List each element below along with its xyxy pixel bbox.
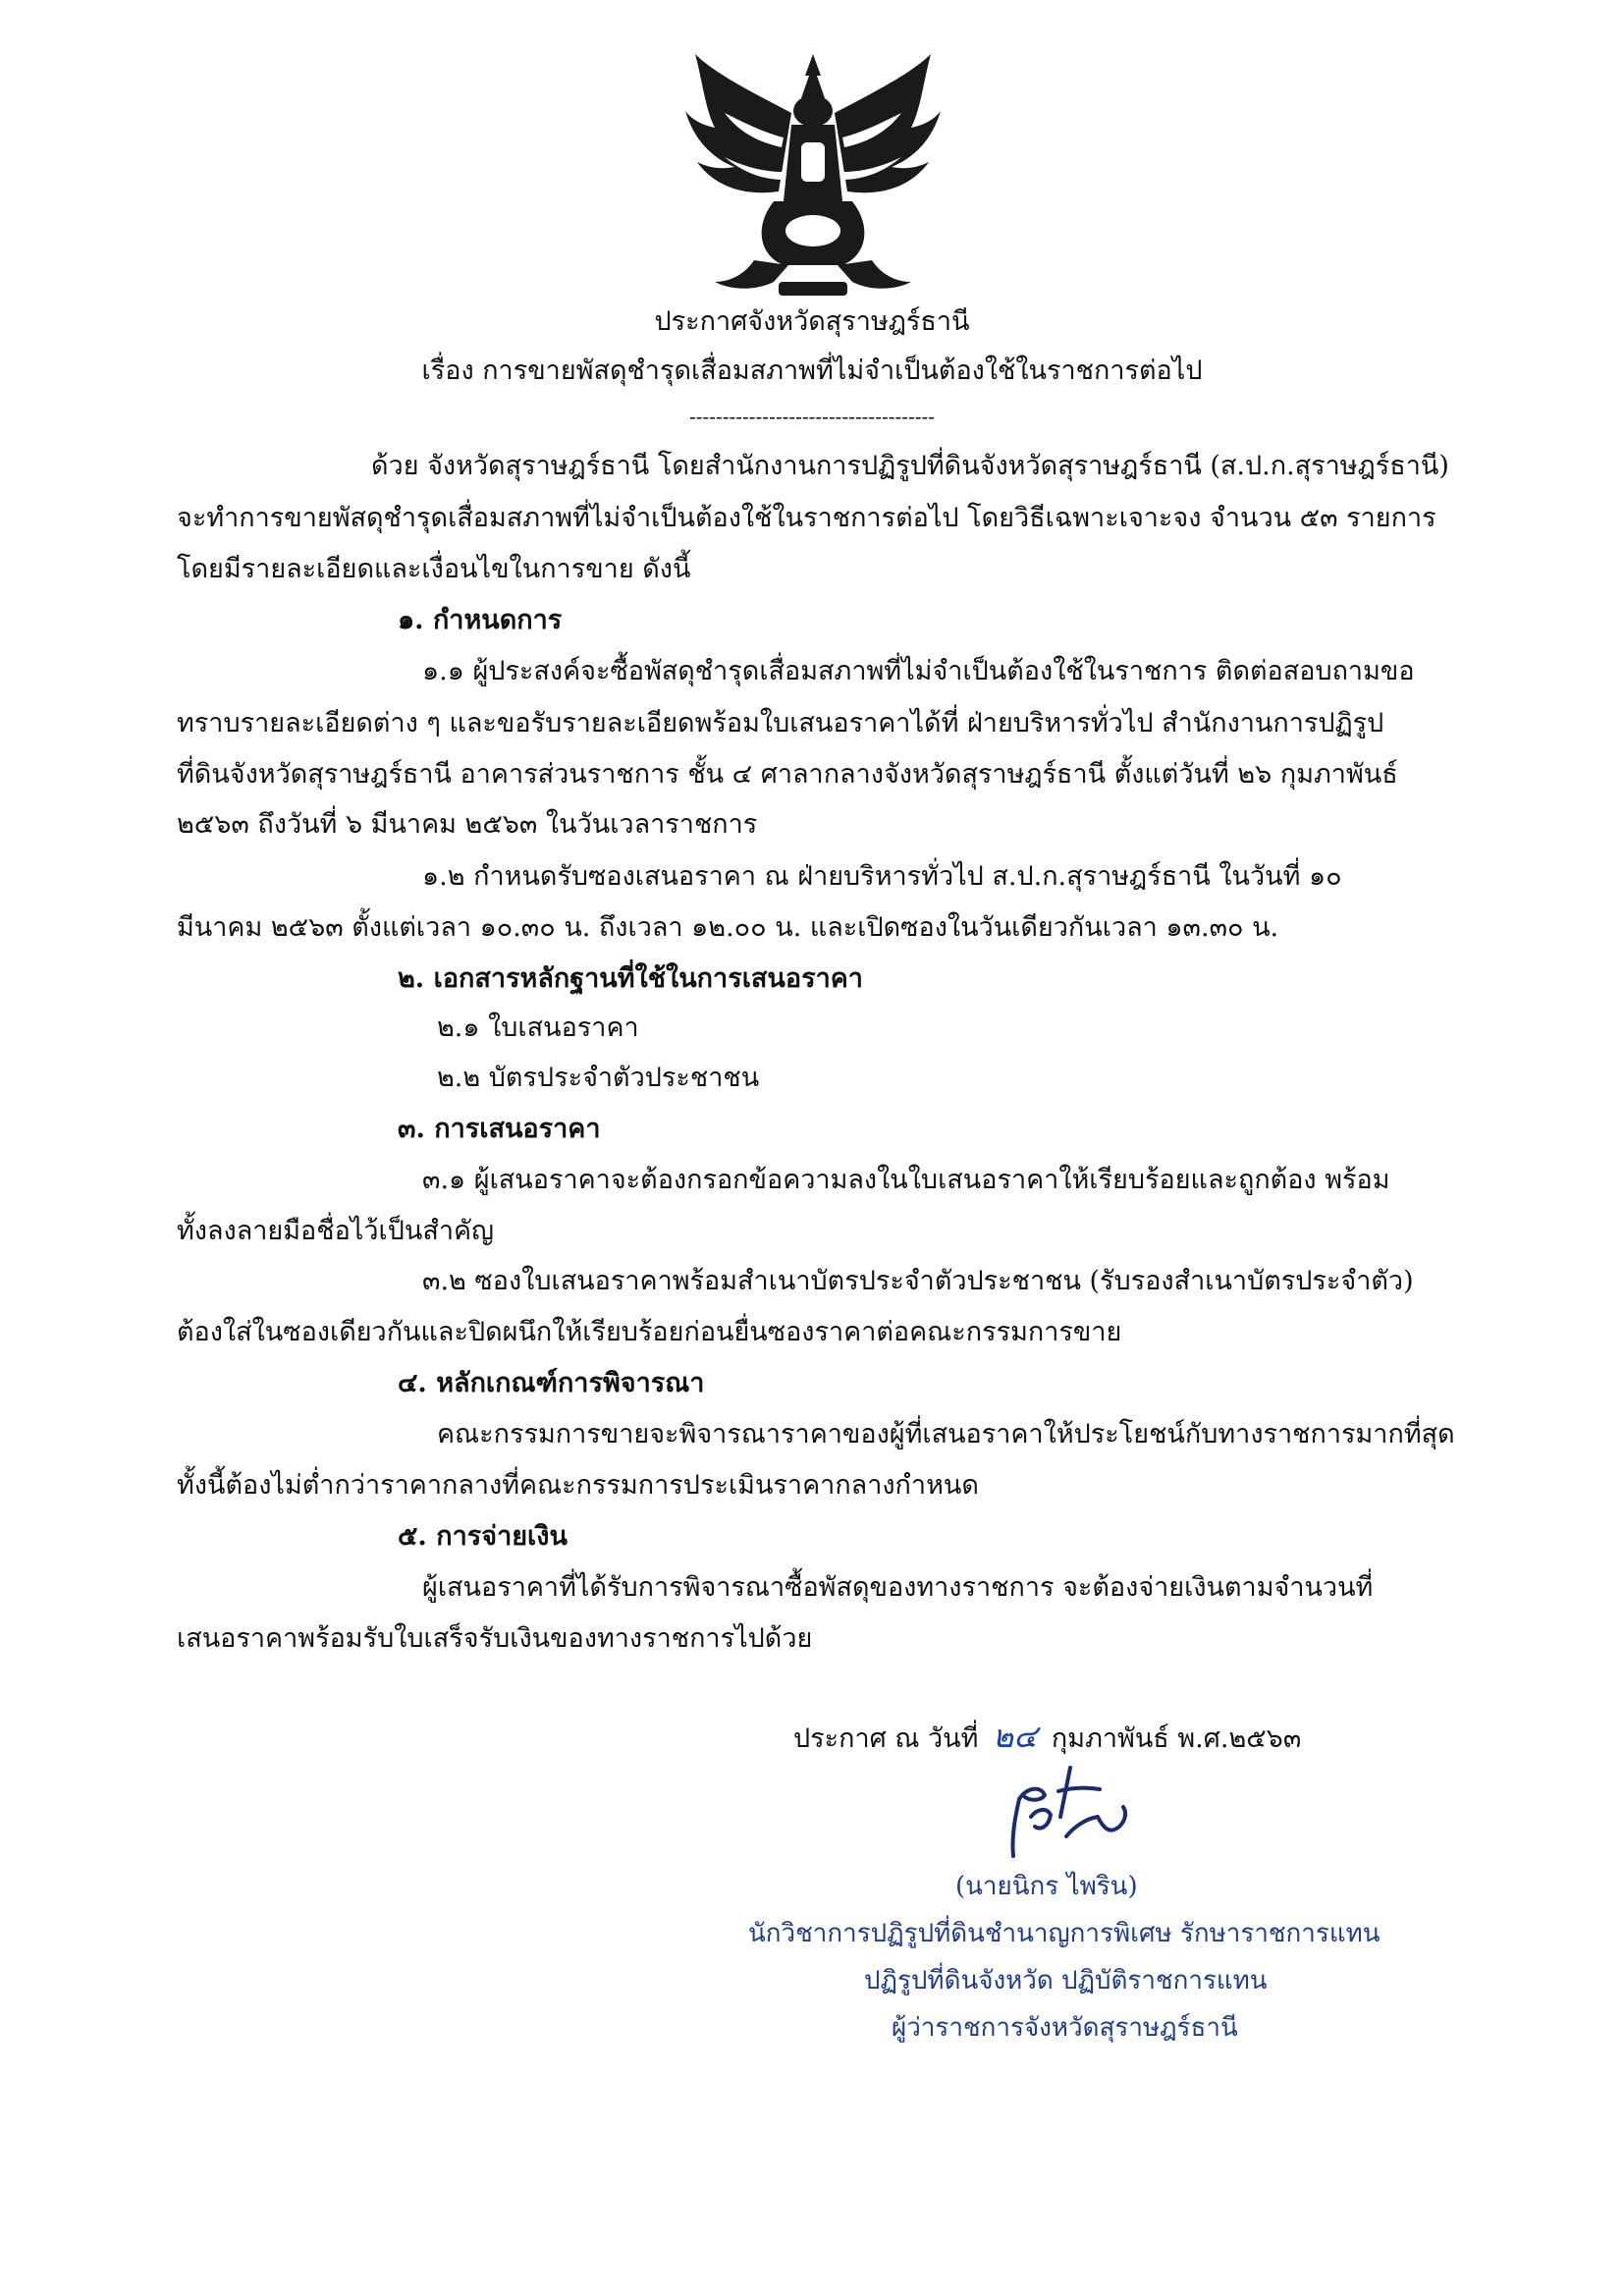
- document-title: ประกาศจังหวัดสุราษฎร์ธานี: [654, 306, 970, 337]
- signatory-title-1: นักวิชาการปฏิรูปที่ดินชำนาญการพิเศษ รักษาราชการแทน: [748, 1919, 1380, 1948]
- signatory-title-2: ปฏิรูปที่ดินจังหวัด ปฏิบัติราชการแทน: [864, 1966, 1268, 1995]
- signatory-name: (นายนิกร ไพริน): [955, 1872, 1138, 1901]
- section-1-1-line-1: ๑.๑ ผู้ประสงค์จะซื้อพัสดุชำรุดเสื่อมสภาพที่ไม่จำเป็นต้องใช้ในราชการ ติดต่อสอบถามขอ: [422, 656, 1415, 686]
- garuda-emblem-icon: [685, 54, 941, 300]
- intro-line-2: จะทำการขายพัสดุชำรุดเสื่อมสภาพที่ไม่จำเป็นต้องใช้ในราชการต่อไป โดยวิธีเฉพาะเจาะจง จำนวน ๕๓ รายการ: [177, 503, 1436, 533]
- section-3-1-line-2: ทั้งลงลายมือชื่อไว้เป็นสำคัญ: [177, 1216, 495, 1246]
- section-1-1-line-4: ๒๕๖๓ ถึงวันที่ ๖ มีนาคม ๒๕๖๓ ในวันเวลาราชการ: [177, 809, 758, 840]
- document-subject: เรื่อง การขายพัสดุชำรุดเสื่อมสภาพที่ไม่จำเป็นต้องใช้ในราชการต่อไป: [421, 355, 1203, 386]
- section-1-2-line-2: มีนาคม ๒๕๖๓ ตั้งแต่เวลา ๑๐.๓๐ น. ถึงเวลา ๑๒.๐๐ น. และเปิดซองในวันเดียวกันเวลา ๑๓.๓๐ น.: [177, 912, 1279, 943]
- announcement-day: ๒๔: [993, 1718, 1038, 1755]
- section-2-2: ๒.๒ บัตรประจำตัวประชาชน: [437, 1063, 760, 1093]
- section-3-2-line-2: ต้องใส่ในซองเดียวกันและปิดผนึกให้เรียบร้อยก่อนยื่นซองราคาต่อคณะกรรมการขาย: [177, 1317, 1122, 1347]
- section-5-line-2: เสนอราคาพร้อมรับใบเสร็จรับเงินของทางราชการไปด้วย: [177, 1623, 813, 1654]
- section-2-heading: ๒. เอกสารหลักฐานที่ใช้ในการเสนอราคา: [398, 963, 863, 994]
- section-1-1-line-2: ทราบรายละเอียดต่าง ๆ และขอรับรายละเอียดพร้อมใบเสนอราคาได้ที่ ฝ่ายบริหารทั่วไป สำนักงานการปฏิรูป: [177, 708, 1384, 738]
- signatory-title-3: ผู้ว่าราชการจังหวัดสุราษฎร์ธานี: [892, 2013, 1238, 2043]
- section-4-heading: ๔. หลักเกณฑ์การพิจารณา: [398, 1368, 705, 1398]
- section-3-2-line-1: ๓.๒ ซองใบเสนอราคาพร้อมสำเนาบัตรประจำตัวประชาชน (รับรองสำเนาบัตรประจำตัว): [422, 1266, 1414, 1296]
- section-5-heading: ๕. การจ่ายเงิน: [398, 1521, 568, 1552]
- section-4-line-1: คณะกรรมการขายจะพิจารณาราคาของผู้ที่เสนอราคาให้ประโยชน์กับทางราชการมากที่สุด: [437, 1419, 1455, 1449]
- section-3-heading: ๓. การเสนอราคา: [398, 1114, 601, 1144]
- section-1-heading: ๑. กำหนดการ: [398, 605, 563, 635]
- section-5-line-1: ผู้เสนอราคาที่ได้รับการพิจารณาซื้อพัสดุของทางราชการ จะต้องจ่ายเงินตามจำนวนที่: [422, 1572, 1374, 1603]
- section-2-1: ๒.๑ ใบเสนอราคา: [437, 1012, 639, 1043]
- section-1-2-line-1: ๑.๒ กำหนดรับซองเสนอราคา ณ ฝ่ายบริหารทั่วไป ส.ป.ก.สุราษฎร์ธานี ในวันที่ ๑๐: [422, 861, 1342, 892]
- section-3-1-line-1: ๓.๑ ผู้เสนอราคาจะต้องกรอกข้อความลงในใบเสนอราคาให้เรียบร้อยและถูกต้อง พร้อม: [422, 1165, 1390, 1195]
- title-divider: -------------------------------------: [688, 405, 936, 428]
- intro-line-1: ด้วย จังหวัดสุราษฎร์ธานี โดยสำนักงานการปฏิรูปที่ดินจังหวัดสุราษฎร์ธานี (ส.ป.ก.สุราษฎร์ธานี): [371, 451, 1449, 481]
- section-4-line-2: ทั้งนี้ต้องไม่ต่ำกว่าราคากลางที่คณะกรรมการประเมินราคากลางกำหนด: [177, 1470, 979, 1501]
- announcement-date-suffix: กุมภาพันธ์ พ.ศ.๒๕๖๓: [1051, 1723, 1302, 1754]
- section-1-1-line-3: ที่ดินจังหวัดสุราษฎร์ธานี อาคารส่วนราชการ ชั้น ๔ ศาลากลางจังหวัดสุราษฎร์ธานี ตั้งแต่วันที่ ๒๖ กุมภาพันธ์: [177, 759, 1398, 790]
- announcement-date-prefix: ประกาศ ณ วันที่: [793, 1723, 979, 1754]
- announcement-date: [793, 1712, 1301, 1762]
- intro-line-3: โดยมีรายละเอียดและเงื่อนไขในการขาย ดังนี้: [177, 554, 691, 584]
- handwritten-signature: [1001, 1758, 1159, 1866]
